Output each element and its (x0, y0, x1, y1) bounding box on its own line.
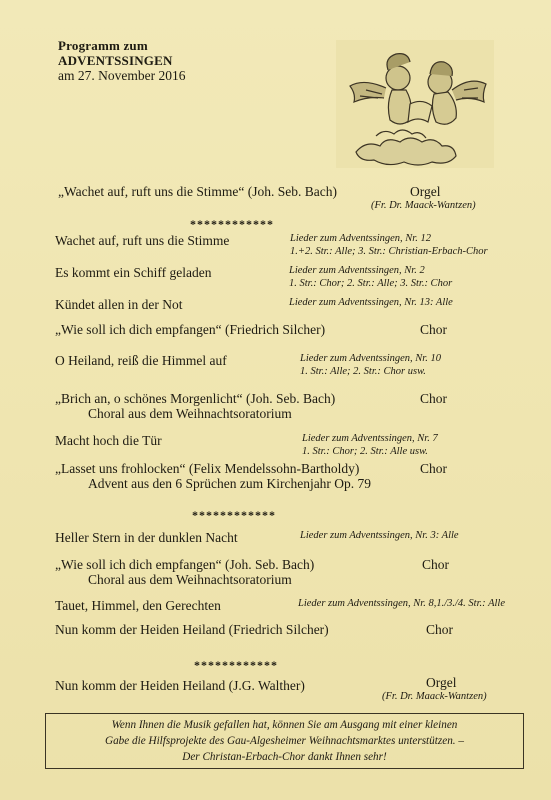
program-item-title: „Wie soll ich dich empfangen“ (Friedrich Silcher) (55, 322, 326, 337)
program-item-title: Tauet, Himmel, den Gerechten (55, 598, 221, 613)
program-item-note: (Fr. Dr. Maack-Wantzen) (382, 691, 487, 702)
program-item-title: O Heiland, reiß die Himmel auf (55, 353, 227, 368)
program-item-detail: 1. Str.: Chor; 2. Str.: Alle usw. (302, 446, 428, 457)
program-item-title: Kündet allen in der Not (55, 297, 183, 312)
program-item-detail: Lieder zum Adventssingen, Nr. 13: Alle (289, 297, 453, 308)
program-item-detail: Lieder zum Adventssingen, Nr. 3: Alle (300, 530, 459, 541)
program-item-note: (Fr. Dr. Maack-Wantzen) (371, 200, 476, 211)
program-item-performer: Orgel (410, 184, 441, 199)
program-item-detail: Lieder zum Adventssingen, Nr. 12 (290, 233, 431, 244)
angels-illustration (336, 40, 494, 168)
thank-you-box (45, 713, 524, 769)
program-item-subtitle: Choral aus dem Weihnachtsoratorium (88, 572, 292, 587)
program-item-title: Macht hoch die Tür (55, 433, 162, 448)
header-date: am 27. November 2016 (58, 68, 186, 83)
separator: ************ (194, 658, 278, 672)
program-item-performer: Chor (420, 322, 447, 337)
program-item-detail: Lieder zum Adventssingen, Nr. 10 (300, 353, 441, 364)
program-item-title: „Wie soll ich dich empfangen“ (Joh. Seb. Bach) (55, 557, 315, 572)
program-item-title: „Lasset uns frohlocken“ (Felix Mendelssohn-Bartholdy) (55, 461, 360, 476)
header-line1: Programm zum (58, 38, 148, 53)
thank-you-line3: Der Christan-Erbach-Chor dankt Ihnen sehr! (182, 751, 387, 763)
program-item-detail: 1. Str.: Alle; 2. Str.: Chor usw. (300, 366, 426, 377)
program-item-performer: Chor (420, 461, 447, 476)
program-item-subtitle: Choral aus dem Weihnachtsoratorium (88, 406, 292, 421)
thank-you-line2: Gabe die Hilfsprojekte des Gau-Algesheimer Weihnachtsmarktes unterstützen. – (105, 735, 464, 747)
program-item-detail: Lieder zum Adventssingen, Nr. 7 (302, 433, 438, 444)
program-item-title: Wachet auf, ruft uns die Stimme (55, 233, 230, 248)
program-item-performer: Chor (426, 622, 453, 637)
separator: ************ (192, 508, 276, 522)
program-item-performer: Chor (420, 391, 447, 406)
program-item-title: Es kommt ein Schiff geladen (55, 265, 212, 280)
program-item-detail: Lieder zum Adventssingen, Nr. 2 (289, 265, 425, 276)
program-item-title: Nun komm der Heiden Heiland (Friedrich Silcher) (55, 622, 329, 637)
thank-you-line1: Wenn Ihnen die Musik gefallen hat, können Sie am Ausgang mit einer kleinen (111, 719, 458, 731)
program-item-subtitle: Advent aus den 6 Sprüchen zum Kirchenjahr Op. 79 (88, 476, 372, 491)
separator: ************ (190, 217, 274, 231)
program-item-detail: 1.+2. Str.: Alle; 3. Str.: Christian-Erbach-Chor (290, 246, 488, 257)
program-item-detail: 1. Str.: Chor; 2. Str.: Alle; 3. Str.: Chor (289, 278, 453, 289)
program-item-title: Heller Stern in der dunklen Nacht (55, 530, 238, 545)
program-item-detail: Lieder zum Adventssingen, Nr. 8,1./3./4. Str.: Alle (298, 598, 505, 609)
program-item-title: „Wachet auf, ruft uns die Stimme“ (Joh. Seb. Bach) (58, 184, 337, 199)
program-item-title: Nun komm der Heiden Heiland (J.G. Walther) (55, 678, 305, 693)
program-item-performer: Chor (422, 557, 449, 572)
program-item-performer: Orgel (426, 675, 457, 690)
header-title: ADVENTSSINGEN (58, 53, 173, 68)
program-item-title: „Brich an, o schönes Morgenlicht“ (Joh. Seb. Bach) (55, 391, 336, 406)
